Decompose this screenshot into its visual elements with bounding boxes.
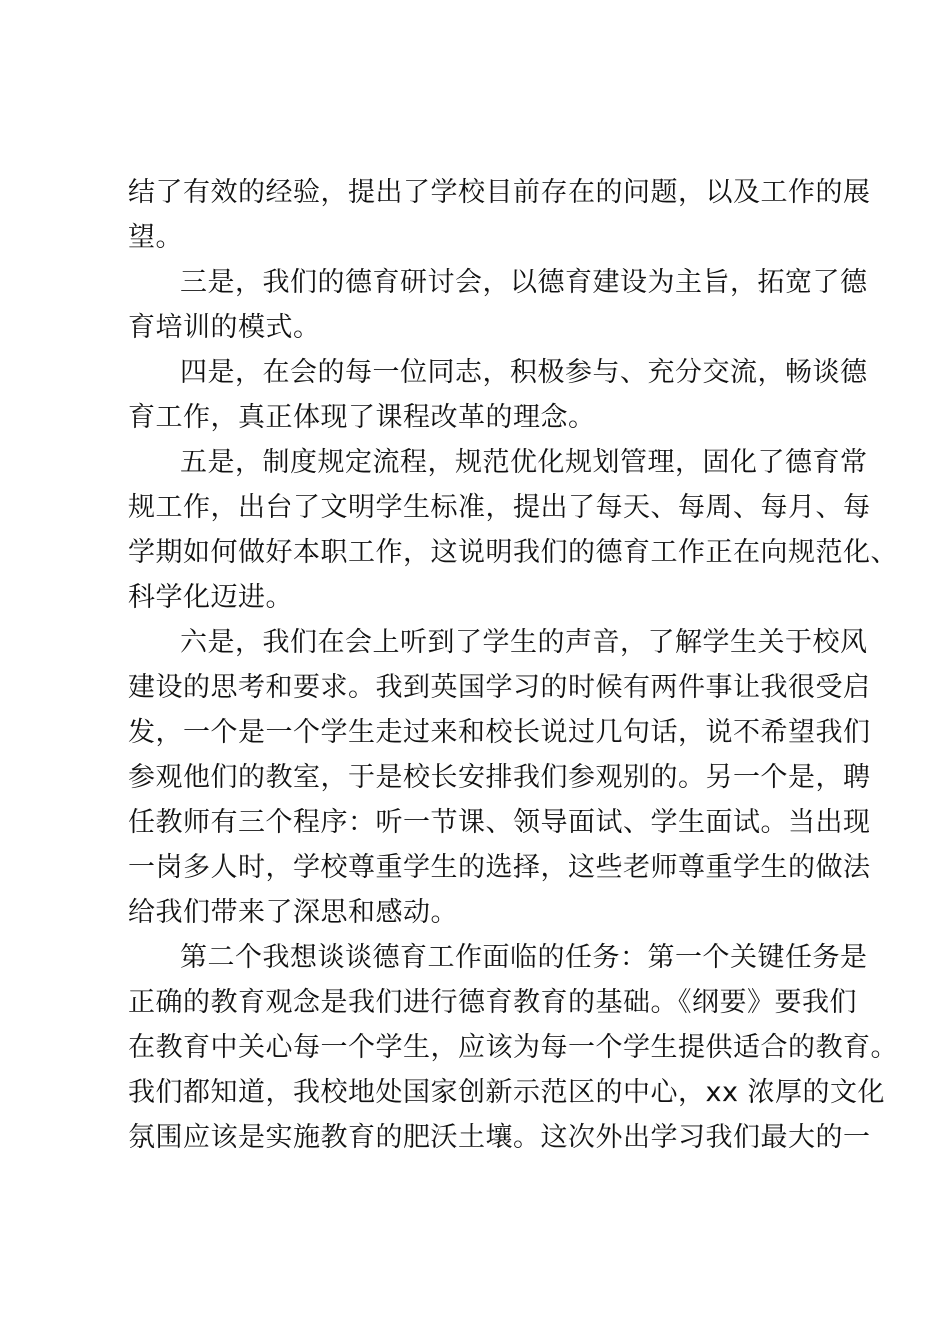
text-line: 学期如何做好本职工作，这说明我们的德育工作正在向规范化、 [128, 537, 898, 568]
text-line: 科学化迈进。 [128, 582, 293, 613]
text-line: 规工作，出台了文明学生标准，提出了每天、每周、每月、每 [128, 492, 871, 523]
text-line: 一岗多人时，学校尊重学生的选择，这些老师尊重学生的做法 [128, 852, 871, 883]
text-line: 我们都知道，我校地处国家创新示范区的中心，xx 浓厚的文化 [128, 1077, 886, 1108]
text-line: 给我们带来了深思和感动。 [128, 897, 458, 928]
text-line: 发，一个是一个学生走过来和校长说过几句话，说不希望我们 [128, 717, 871, 748]
text-line: 望。 [128, 222, 183, 253]
text-line: 育培训的模式。 [128, 312, 321, 343]
text-line: 氛围应该是实施教育的肥沃土壤。这次外出学习我们最大的一 [128, 1122, 871, 1153]
paragraph-three-start: 三是，我们的德育研讨会，以德育建设为主旨，拓宽了德 [180, 267, 868, 298]
text-line: 育工作，真正体现了课程改革的理念。 [128, 402, 596, 433]
paragraph-six-start: 六是，我们在会上听到了学生的声音，了解学生关于校风 [180, 627, 868, 658]
text-line: 在教育中关心每一个学生，应该为每一个学生提供适合的教育。 [128, 1032, 898, 1063]
text-line: 参观他们的教室，于是校长安排我们参观别的。另一个是，聘 [128, 762, 871, 793]
text-line: 任教师有三个程序：听一节课、领导面试、学生面试。当出现 [128, 807, 871, 838]
paragraph-second-topic-start: 第二个我想谈谈德育工作面临的任务：第一个关键任务是 [180, 942, 868, 973]
paragraph-four-start: 四是，在会的每一位同志，积极参与、充分交流，畅谈德 [180, 357, 868, 388]
text-line: 建设的思考和要求。我到英国学习的时候有两件事让我很受启 [128, 672, 871, 703]
text-line: 结了有效的经验，提出了学校目前存在的问题，以及工作的展 [128, 177, 871, 208]
paragraph-five-start: 五是，制度规定流程，规范优化规划管理，固化了德育常 [180, 447, 868, 478]
text-line: 正确的教育观念是我们进行德育教育的基础。《纲要》要我们 [128, 987, 857, 1018]
